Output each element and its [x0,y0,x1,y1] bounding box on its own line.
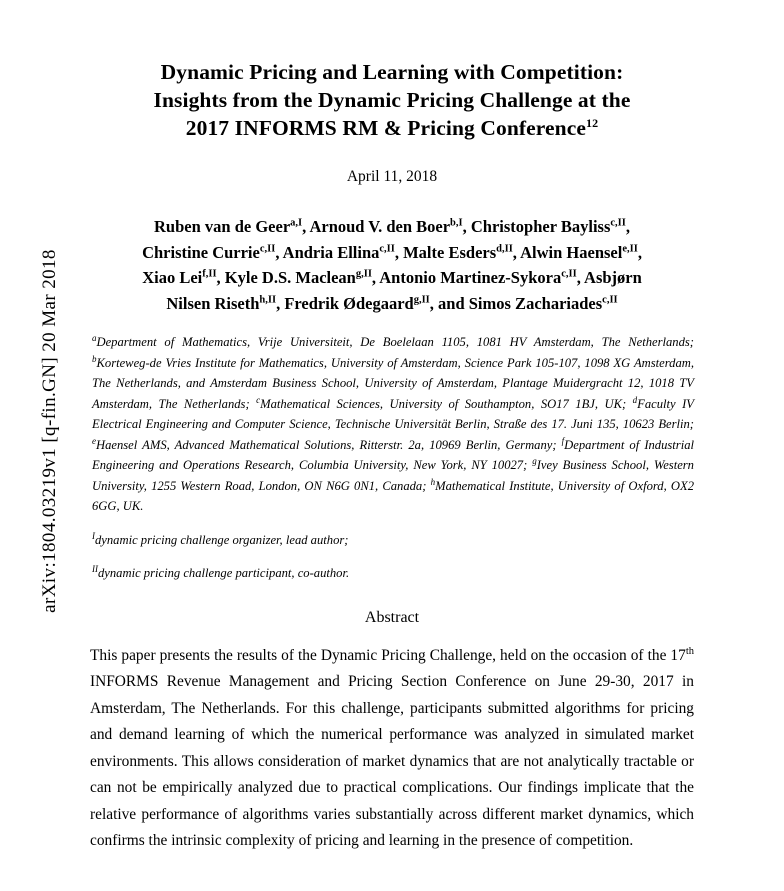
affiliation-marker-d: d [632,394,638,405]
author-affiliation-marker: c,II [610,217,626,229]
footnote-marker-2: II [92,563,98,574]
author-list: Ruben van de Geer$^{a,I}$, Arnoud V. den Boer$^{b,I}$, Christopher Bayliss$^{c,II}$, Christine Currie$^{c,II}$, Andria Ellina$^{c,II}$, Malte Esders$^{d,II}$, Alwin Haensel$^{e,II}$, Xiao Lei$^{f,II}$, Kyle D.S. Maclean$^{g,II}$, Antonio Martinez-Sykora$^{c,II}$, Asbjørn Nilsen Riseth$^{h,II}$, Fredrik Ødegaard$^{g,II}$, and Simos Zachariades$^{c,II}$ [142,217,642,313]
ordinal-suffix: th [685,645,694,657]
author-affiliation-marker: h,II [259,294,277,305]
page-title [88,58,696,142]
author-affiliation-marker: c,II [379,243,395,254]
affiliation-marker-e: e [92,435,96,446]
affiliation-marker-f: f [561,435,565,446]
affiliation-marker-g: g [532,455,537,466]
abstract-body: This paper presents the results of the Dynamic Pricing Challenge, held on the occasion of the 17th INFORMS Revenue Management and Pricing Section Conference on June 29-30, 2017 in Amsterdam, The Netherlands. For this challenge, participants submitted algorithms for pricing and demand learning of which the numerical performance was analyzed in simulated market environments. This allows consideration of market dynamics that are not analytically tractable or can not be empirically analyzed due to practical complications. Our findings implicate that the relative performance of algorithms varies substantially across different market dynamics, which confirms the intrinsic complexity of pricing and learning in the presence of competition. [90,645,694,849]
footnote-text-1: dynamic pricing challenge organizer, lead author; [95,532,349,547]
arxiv-stamp [0,0,70,891]
author-affiliation-marker: b,I [450,217,463,229]
title-line-3: 2017 INFORMS RM & Pricing Conference [185,116,587,140]
paper-content [88,0,696,891]
footnote-text-2: dynamic pricing challenge participant, co-author. [98,565,350,580]
title-line-1: Dynamic Pricing and Learning with Competition: [160,60,624,84]
author-affiliation-marker: g,II [413,294,430,305]
affiliation-marker-h: h [430,476,436,487]
abstract-heading: Abstract [364,608,420,626]
affiliations-block: $^a$Department of Mathematics, Vrije Universiteit, De Boelelaan 1105, 1081 HV Amsterdam, The Netherlands; $^b$Korteweg-de Vries Institute for Mathematics, University of Amsterdam, Science Park 105-107, 1098 XG Amsterdam, The Netherlands, and Amsterdam Business School, University of Amsterdam, Plantage Muidergracht 12, 1018 TV Amsterdam, The Netherlands; $^c$Mathematical Sciences, University of Southampton, SO17 1BJ, UK; $^d$Faculty IV Electrical Engineering and Computer Science, Technische Universität Berlin, Straße des 17. Juni 135, 10623 Berlin; $^e$Haensel AMS, Advanced Mathematical Solutions, Ritterstr. 2a, 10969 Berlin, Germany; $^f$Department of Industrial Engineering and Operations Research, Columbia University, New York, NY 10027; $^g$Ivey Business School, Western University, 1255 Western Road, London, ON N6G 0N1, Canada; $^h$Mathematical Institute, University of Oxford, OX2 6GG, UK. [92,332,694,513]
arxiv-stamp-text: arXiv:1804.03219v1 [q-fin.GN] 20 Mar 2018 [39,249,60,613]
author-affiliation-marker: g,II [355,268,372,280]
author-affiliation-marker: e,II [622,243,638,254]
affiliation-marker-c: c [256,394,261,405]
author-affiliation-marker: c,II [602,294,618,305]
affiliation-marker-a: a [92,332,97,343]
author-affiliation-marker: a,I [290,217,303,229]
author-affiliation-marker: c,II [561,268,577,280]
author-affiliation-marker: f,II [202,268,217,280]
affiliation-marker-b: b [92,353,97,364]
title-footnote-marker: 12 [586,115,599,130]
author-affiliation-marker: d,II [496,243,513,254]
footnote-marker-1: I [92,530,95,541]
title-line-2: Insights from the Dynamic Pricing Challenge at the [153,88,631,112]
author-affiliation-marker: c,II [259,243,276,254]
footnote-role-organizer [88,530,696,550]
footnote-role-participant [88,563,696,583]
publication-date: April 11, 2018 [346,168,438,185]
